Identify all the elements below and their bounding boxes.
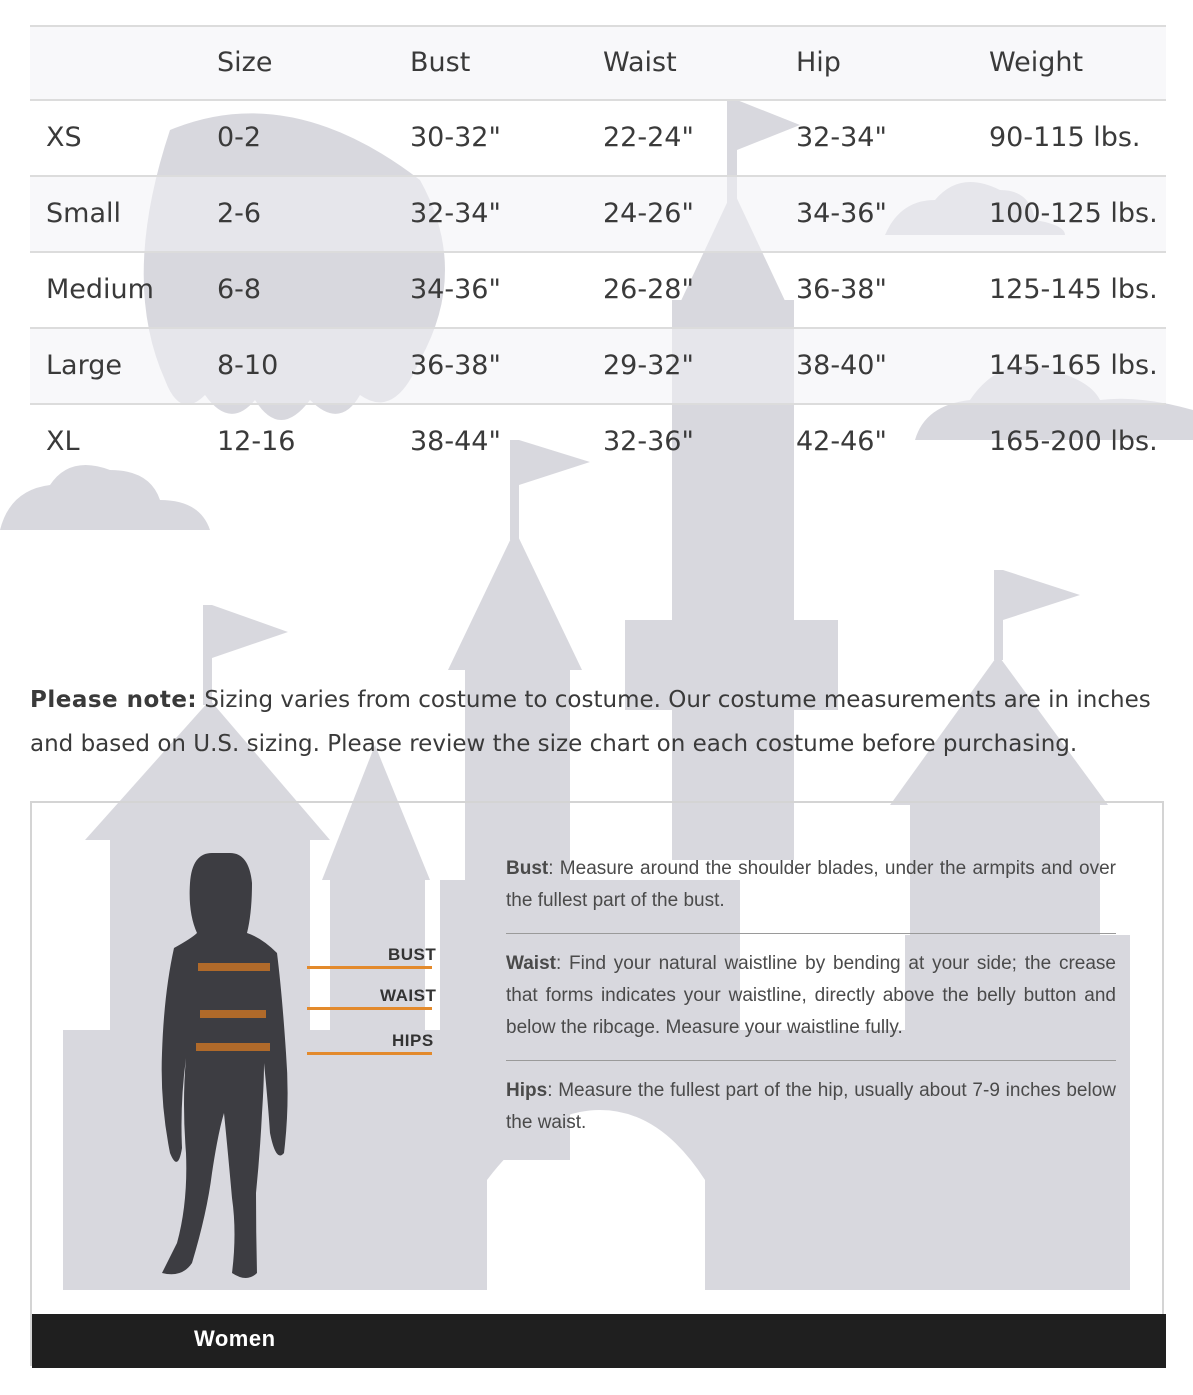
cell-weight: 125-145 lbs. xyxy=(989,274,1158,305)
waist-term: Waist xyxy=(506,953,556,974)
cell-bust: 38-44" xyxy=(410,426,501,457)
cell-size: 2-6 xyxy=(217,198,262,229)
cell-waist: 26-28" xyxy=(603,274,694,305)
cell-weight: 145-165 lbs. xyxy=(989,350,1158,381)
cell-weight: 100-125 lbs. xyxy=(989,198,1158,229)
size-table xyxy=(30,25,1166,479)
cell-waist: 32-36" xyxy=(603,426,694,457)
cell-waist: 22-24" xyxy=(603,122,694,153)
header-size: Size xyxy=(217,47,273,78)
hips-label: HIPS xyxy=(392,1031,434,1050)
table-row xyxy=(30,100,1166,176)
cell-weight: 165-200 lbs. xyxy=(989,426,1158,457)
table-row xyxy=(30,328,1166,404)
cell-bust: 32-34" xyxy=(410,198,501,229)
cell-label: XS xyxy=(46,122,82,153)
cell-label: Small xyxy=(46,198,121,229)
cell-hip: 42-46" xyxy=(796,426,887,457)
bust-term: Bust xyxy=(506,858,549,879)
cell-bust: 36-38" xyxy=(410,350,501,381)
header-weight: Weight xyxy=(989,47,1084,78)
bust-line xyxy=(307,966,432,969)
guide-instructions xyxy=(506,853,1116,1139)
waist-text: : Find your natural waistline by bending at your side; the crease that forms indicates your waistline, directly above the belly button and below the ribcage. Measure your waistline fully. xyxy=(506,953,1116,1038)
cell-bust: 34-36" xyxy=(410,274,501,305)
waist-instruction xyxy=(506,948,1116,1044)
cell-weight: 90-115 lbs. xyxy=(989,122,1141,153)
note-label: Please note: xyxy=(30,687,198,713)
cell-waist: 29-32" xyxy=(603,350,694,381)
header-waist: Waist xyxy=(603,47,677,78)
women-footer-bar xyxy=(32,1314,1166,1368)
hips-text: : Measure the fullest part of the hip, usually about 7-9 inches below the waist. xyxy=(506,1080,1116,1133)
note-text: Sizing varies from costume to costume. Our costume measurements are in inches and based on U.S. sizing. Please review the size chart on each costume before purchasing. xyxy=(30,687,1151,757)
measurement-guide xyxy=(30,801,1164,1366)
divider xyxy=(506,933,1116,934)
bust-label: BUST xyxy=(388,945,437,964)
table-row xyxy=(30,252,1166,328)
table-row xyxy=(30,176,1166,252)
hips-line xyxy=(307,1052,432,1055)
cell-hip: 36-38" xyxy=(796,274,887,305)
cell-label: Large xyxy=(46,350,122,381)
table-header-row xyxy=(30,26,1166,100)
bust-instruction xyxy=(506,853,1116,917)
hips-instruction xyxy=(506,1075,1116,1139)
body-figure xyxy=(152,853,312,1293)
cell-label: Medium xyxy=(46,274,154,305)
cell-waist: 24-26" xyxy=(603,198,694,229)
hips-term: Hips xyxy=(506,1080,548,1101)
women-label: Women xyxy=(194,1326,276,1351)
header-hip: Hip xyxy=(796,47,841,78)
cell-size: 8-10 xyxy=(217,350,279,381)
sizing-note xyxy=(30,678,1170,766)
table-row xyxy=(30,404,1166,479)
cell-size: 12-16 xyxy=(217,426,296,457)
figure-silhouette xyxy=(162,853,288,1278)
cell-hip: 38-40" xyxy=(796,350,887,381)
waist-line xyxy=(307,1007,432,1010)
cell-size: 0-2 xyxy=(217,122,262,153)
cell-label: XL xyxy=(46,426,80,457)
cell-hip: 34-36" xyxy=(796,198,887,229)
waist-label: WAIST xyxy=(380,986,437,1005)
bust-text: : Measure around the shoulder blades, under the armpits and over the fullest part of the bust. xyxy=(506,858,1116,911)
cell-size: 6-8 xyxy=(217,274,262,305)
header-bust: Bust xyxy=(410,47,471,78)
cell-bust: 30-32" xyxy=(410,122,501,153)
cell-hip: 32-34" xyxy=(796,122,887,153)
divider xyxy=(506,1060,1116,1061)
header-empty xyxy=(30,26,201,100)
